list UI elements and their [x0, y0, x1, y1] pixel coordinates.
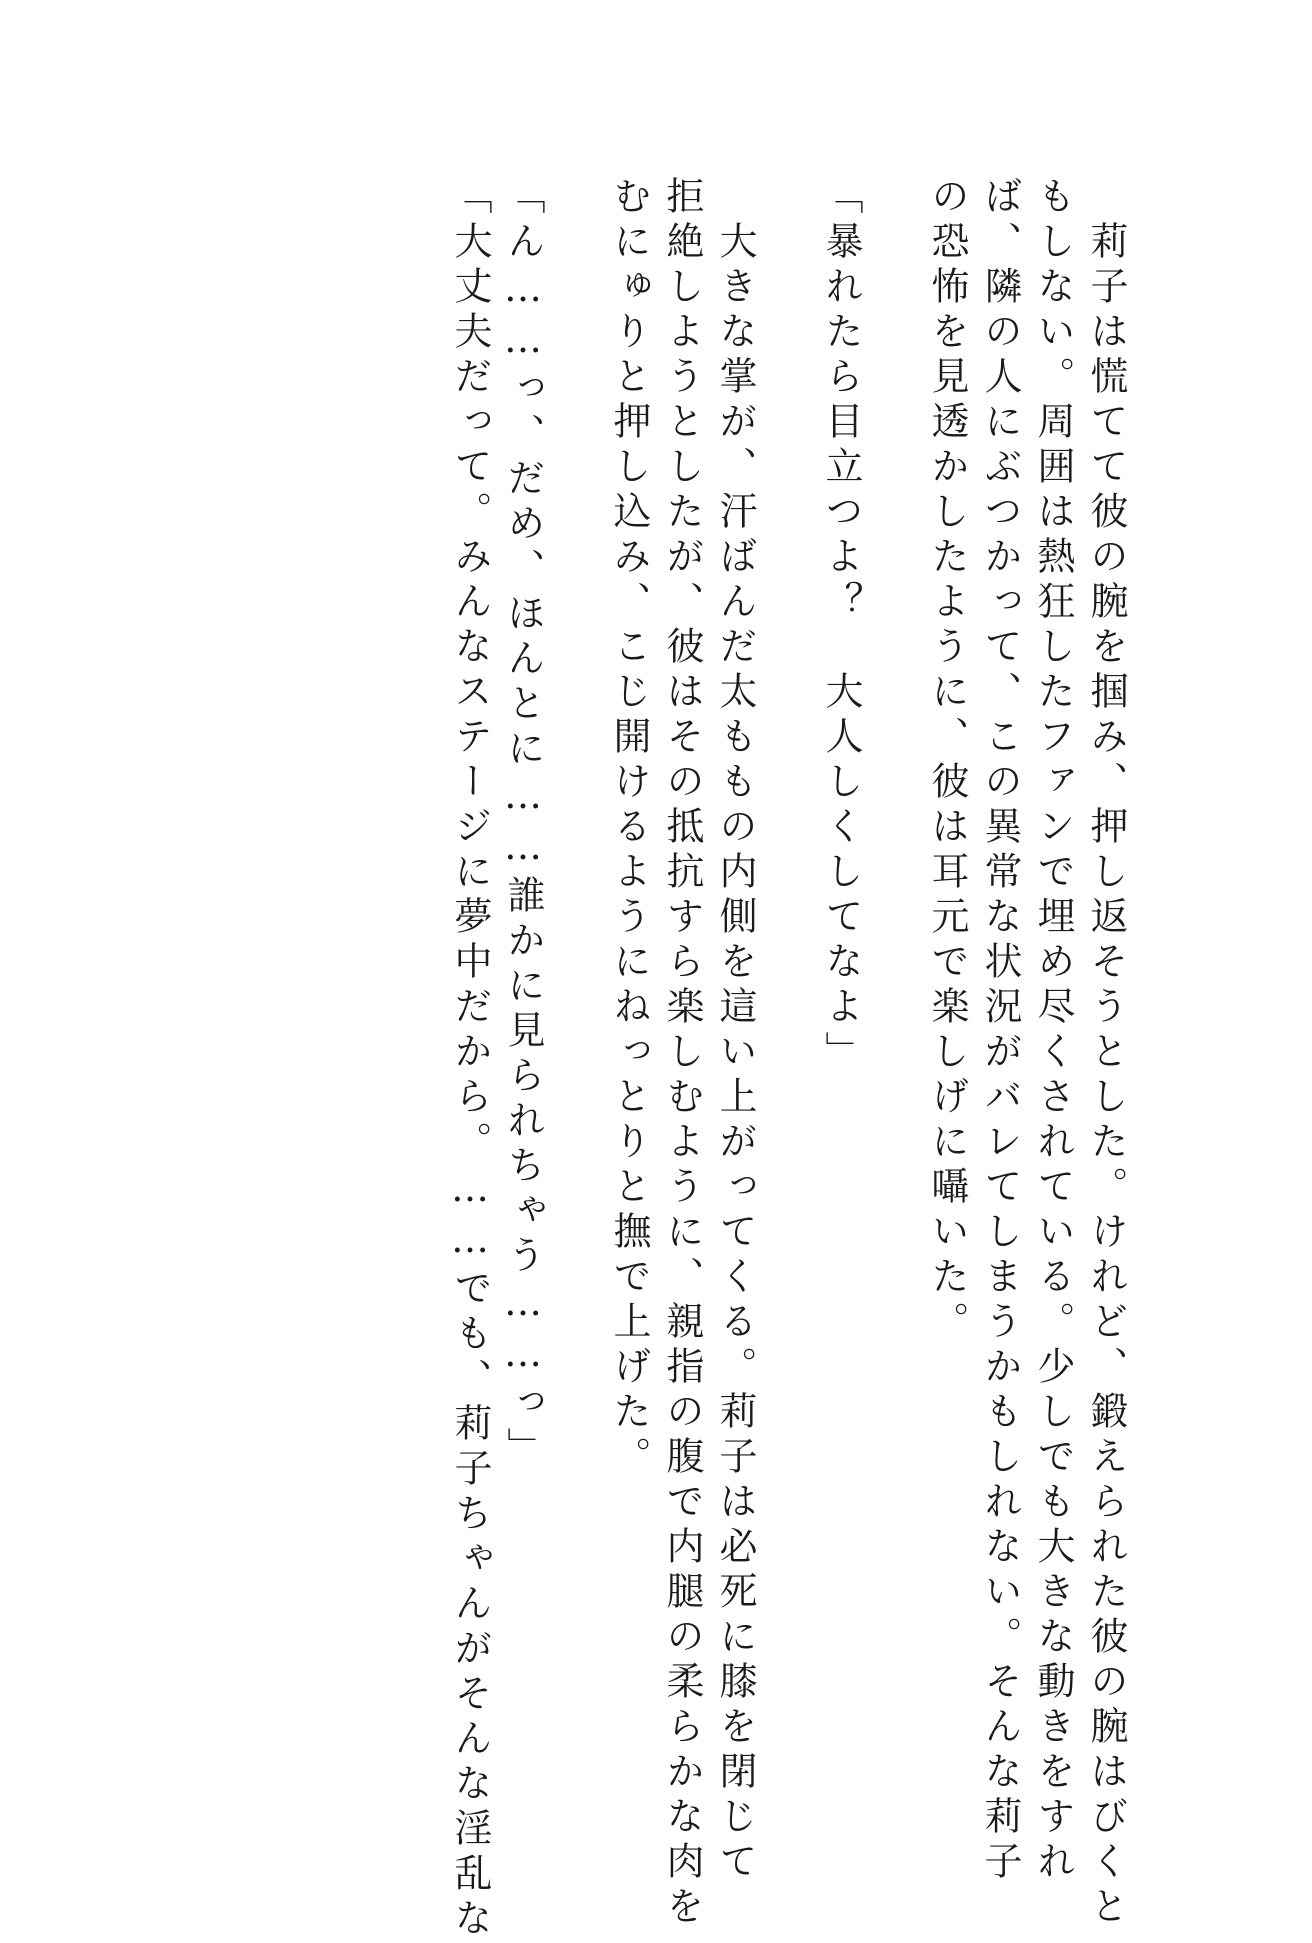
blank-line [549, 176, 602, 1696]
text-line-4: の恐怖を見透かしたように、彼は耳元で楽しげに囁いた。 [925, 176, 969, 1346]
text-line-2: もしない。周囲は熱狂したファンで埋め尽くされている。少しでも大きな動きをすれ [1031, 176, 1075, 1886]
text-line-5: 大きな掌が、汗ばんだ太ももの内側を這い上がってくる。莉子は必死に膝を閉じて [713, 176, 757, 1886]
text-line-7: むにゅりと押し込み、こじ開けるようにねっとりと撫で上げた。 [607, 176, 651, 1481]
dialogue-line-2: 「ん……っ、だめ、ほんとに……誰かに見られちゃう……っ」 [501, 176, 545, 1472]
vertical-text-body [443, 176, 1132, 1943]
text-line-3: ば、隣の人にぶつかって、この異常な状況がバレてしまうかもしれない。そんな莉子 [978, 176, 1022, 1886]
text-line-1: 莉子は慌てて彼の腕を掴み、押し返そうとした。けれど、鍛えられた彼の腕はびくと [1084, 176, 1128, 1931]
dialogue-line-1: 「暴れたら目立つよ？ 大人しくしてなよ」 [819, 176, 863, 1076]
dialogue-line-3: 「大丈夫だって。みんなステージに夢中だから。……でも、莉子ちゃんがそんな淫乱な [448, 176, 492, 1943]
text-line-6: 拒絶しようとしたが、彼はその抵抗すら楽しむように、親指の腹で内腿の柔らかな肉を [660, 176, 704, 1931]
blank-line [761, 176, 814, 1696]
blank-line [867, 176, 920, 1696]
